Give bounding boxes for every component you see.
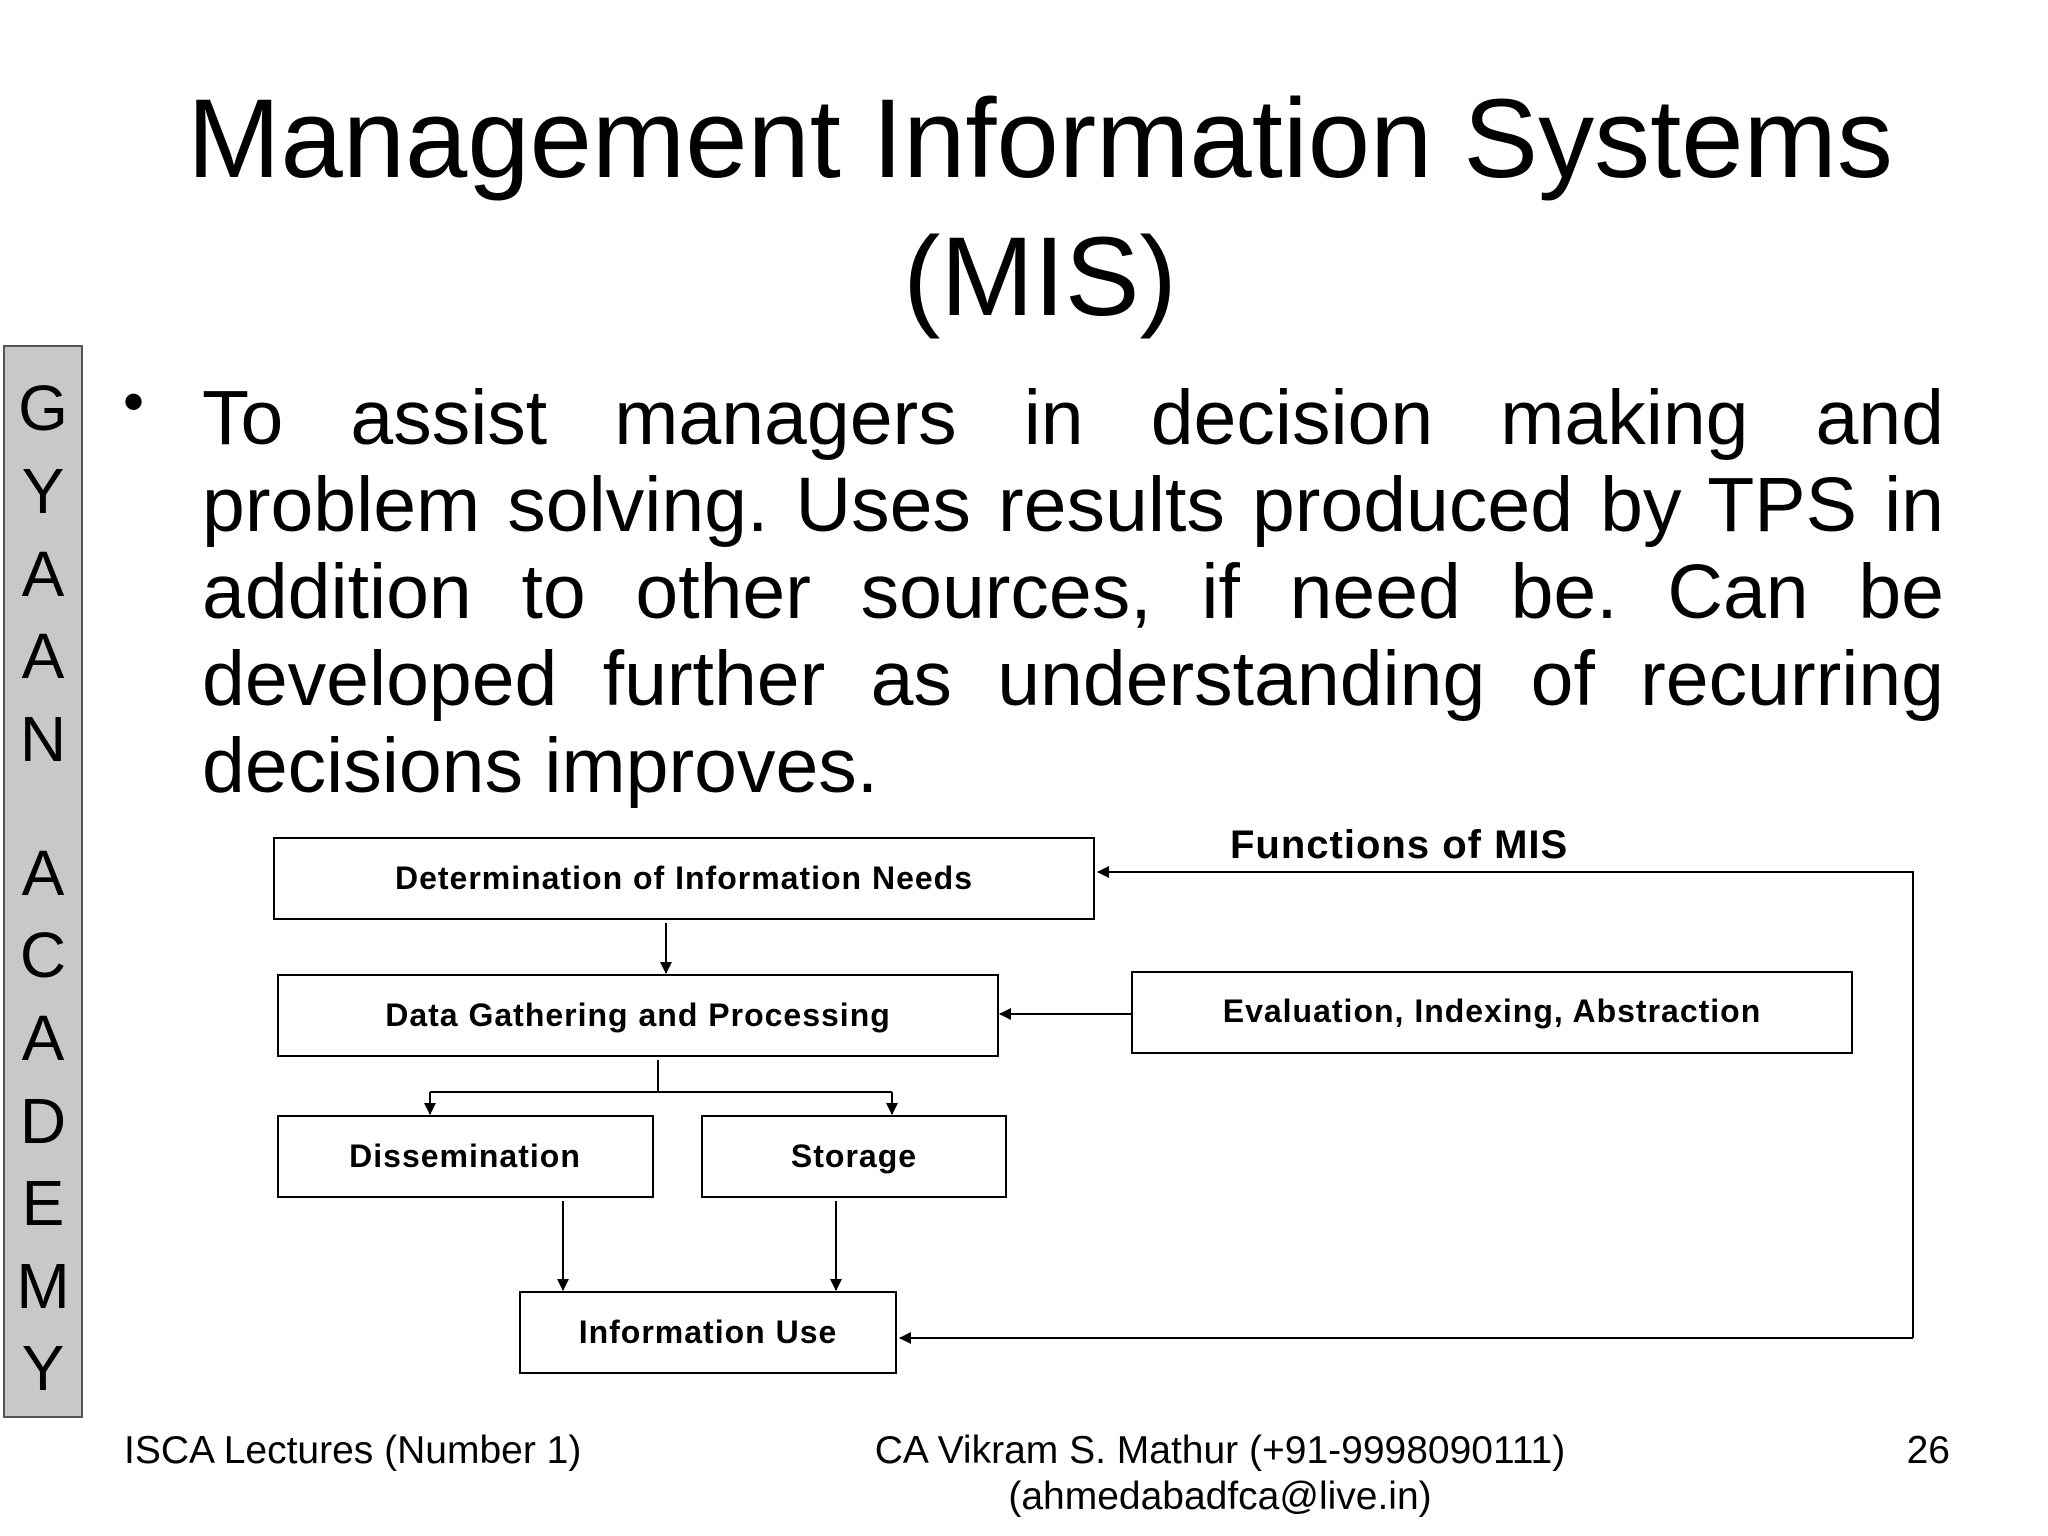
sidebar-letter: A xyxy=(21,538,65,610)
bullet-dot: • xyxy=(123,368,145,435)
box-information-use-label: Information Use xyxy=(578,1314,838,1350)
slide-title-line-2: (MIS) xyxy=(903,214,1177,339)
footer-page-number: 26 xyxy=(1906,1429,1950,1472)
feedback-arrow-to-determination xyxy=(1098,872,1913,1338)
sidebar-letter: E xyxy=(21,1167,65,1239)
footer-author-name: CA Vikram S. Mathur (+91-9998090111) xyxy=(874,1429,1566,1472)
bullet-text: To assist managers in decision making and problem solving. Uses results produced by TPS in addition to other sources, if need be. Can be developed further as understanding of recurring decisions improves. xyxy=(202,375,1944,809)
sidebar-letter: A xyxy=(21,620,65,692)
box-storage xyxy=(702,1116,1006,1197)
box-determination-label: Determination of Information Needs xyxy=(394,860,974,896)
sidebar-letter: Y xyxy=(21,1332,65,1404)
sidebar-letter: A xyxy=(21,837,65,909)
footer-author xyxy=(820,1428,1620,1520)
box-evaluation-label: Evaluation, Indexing, Abstraction xyxy=(1222,993,1762,1029)
sidebar-letter: D xyxy=(19,1085,67,1157)
sidebar-letter: Y xyxy=(21,455,65,527)
box-gathering xyxy=(278,975,998,1056)
box-dissemination-label: Dissemination xyxy=(349,1138,581,1174)
box-gathering-label: Data Gathering and Processing xyxy=(385,997,891,1033)
box-evaluation xyxy=(1132,972,1852,1053)
slide-title-line-1: Management Information Systems xyxy=(187,76,1893,201)
diagram-title: Functions of MIS xyxy=(1230,823,1569,867)
box-storage-label: Storage xyxy=(790,1138,918,1174)
sidebar-letter: M xyxy=(16,1250,70,1322)
footer-lecture-label: ISCA Lectures (Number 1) xyxy=(124,1429,582,1472)
sidebar-letter: C xyxy=(19,919,67,991)
box-determination xyxy=(274,838,1094,919)
box-information-use xyxy=(520,1292,896,1373)
box-dissemination xyxy=(278,1116,653,1197)
sidebar-letter: N xyxy=(19,703,67,775)
sidebar-letter: G xyxy=(18,372,68,444)
sidebar-letter: A xyxy=(21,1002,65,1074)
footer-author-email: (ahmedabadfca@live.in) xyxy=(1008,1475,1432,1518)
